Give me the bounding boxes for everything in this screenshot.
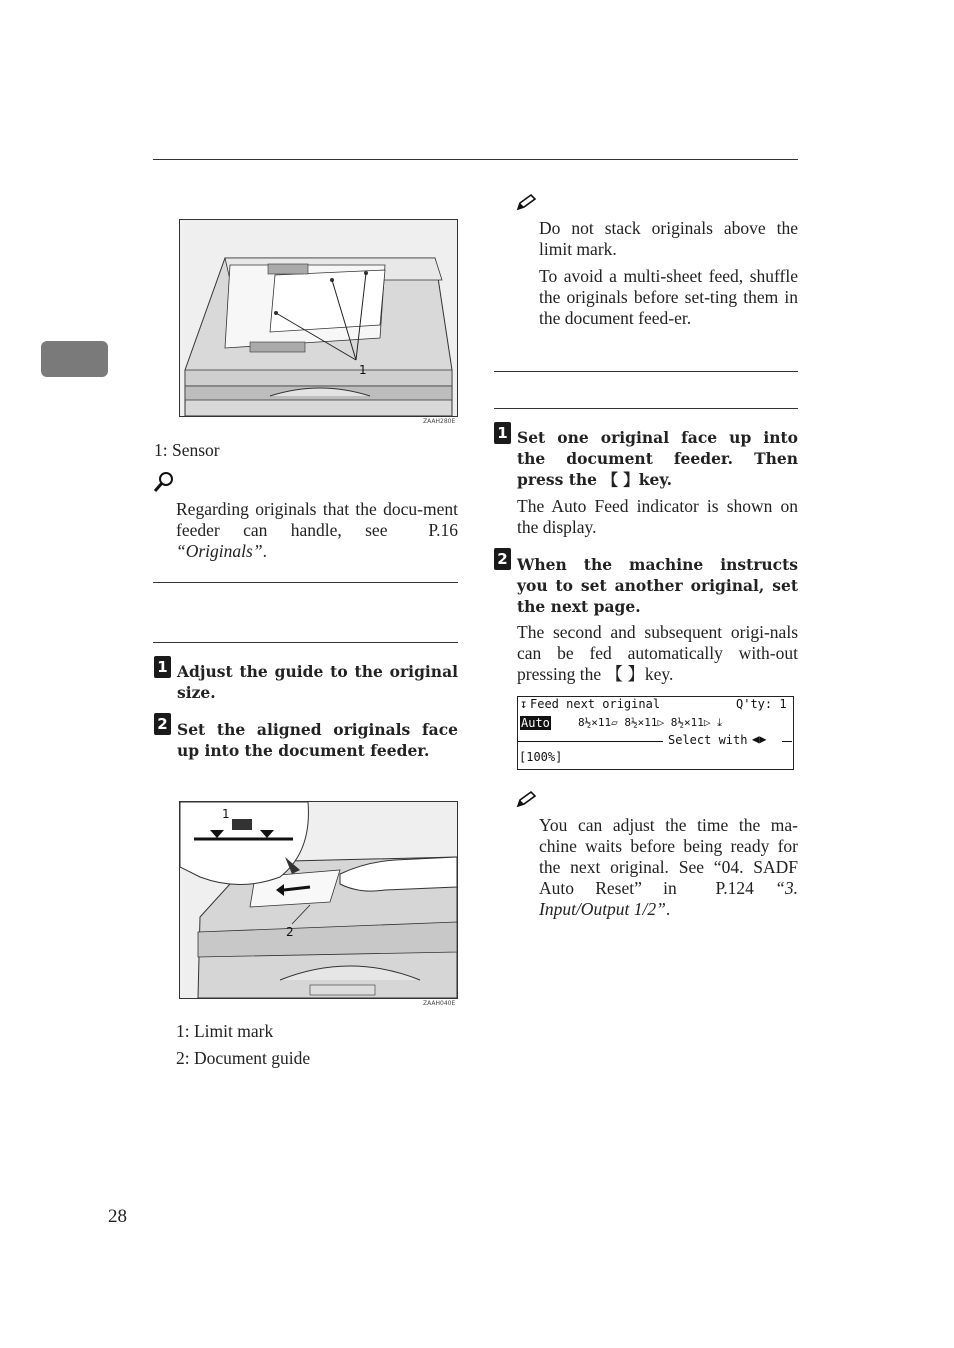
section-rule-3 bbox=[494, 371, 798, 372]
figure-limit-mark bbox=[179, 801, 458, 999]
lcd-divider-right bbox=[782, 741, 792, 742]
step-number-left-1: 1 bbox=[154, 656, 171, 678]
reference-end: . bbox=[262, 541, 267, 561]
figure1-caption: 1: Sensor bbox=[154, 440, 220, 460]
reference-link[interactable]: “Originals” bbox=[176, 541, 263, 561]
lcd-divider bbox=[518, 741, 663, 742]
figure2-code: ZAAH040E bbox=[423, 1000, 456, 1007]
lcd-display bbox=[517, 696, 794, 770]
note1-item-1: Do not stack originals above the limit mark. bbox=[539, 218, 798, 259]
lcd-arrow-icons: ◀▶ bbox=[752, 732, 767, 746]
pencil-icon-2 bbox=[516, 790, 538, 812]
note2-main: You can adjust the time the ma-chine waits before being ready for the next original. See “04. SADF Auto Reset” in bbox=[539, 815, 798, 898]
step-text-left-1: Adjust the guide to the original size. bbox=[177, 662, 458, 702]
section-rule-2 bbox=[153, 642, 458, 643]
step-text-right-2: When the machine instructs you to set another original, set the next page. bbox=[517, 555, 798, 616]
lcd-paper-sizes: 8½×11▱ 8½×11▷ 8½×11▷ ⤓ bbox=[578, 716, 722, 729]
figure2-callout-2: 2 bbox=[286, 925, 294, 939]
step-number-left-2: 2 bbox=[154, 713, 171, 735]
step-desc-right-1: The Auto Feed indicator is shown on the display. bbox=[517, 496, 798, 537]
lcd-auto-button[interactable]: Auto bbox=[521, 716, 550, 730]
lcd-select-label: Select with bbox=[668, 733, 748, 747]
arrow-ref-icon-2 bbox=[698, 878, 716, 898]
note2-end: . bbox=[665, 899, 671, 919]
page-number: 28 bbox=[108, 1206, 127, 1227]
step-text-left-2: Set the aligned originals face up into the document feeder. bbox=[177, 720, 458, 760]
reference-text bbox=[176, 499, 458, 562]
figure1-code: ZAAH280E bbox=[423, 418, 456, 425]
document-feeder-illustration bbox=[180, 220, 457, 416]
step-number-right-2: 2 bbox=[494, 548, 511, 570]
lcd-zoom: [100%] bbox=[519, 750, 563, 764]
lcd-feed-icon: ↧ bbox=[520, 697, 528, 711]
note2-page: P.124 bbox=[715, 878, 754, 898]
lcd-line1-left: Feed next original bbox=[530, 697, 661, 711]
header-rule bbox=[153, 159, 798, 160]
section-rule-4 bbox=[494, 408, 798, 409]
step-desc-right-2: The second and subsequent origi-nals can be fed automatically with-out pressing the 【 】key. bbox=[517, 622, 798, 684]
reference-page: P.16 bbox=[428, 520, 459, 540]
note2-text bbox=[539, 815, 798, 920]
figure-sensor bbox=[179, 219, 458, 417]
pencil-icon bbox=[516, 193, 538, 215]
figure2-caption-1: 1: Limit mark bbox=[176, 1021, 274, 1041]
figure1-callout: 1 bbox=[359, 363, 367, 377]
figure2-callout-1: 1 bbox=[222, 807, 230, 821]
section-rule-1 bbox=[153, 582, 458, 583]
step-number-right-1: 1 bbox=[494, 422, 511, 444]
note2-link[interactable]: “3. Input/Output 1/2” bbox=[539, 878, 799, 919]
magnifier-icon bbox=[153, 471, 175, 497]
lcd-line1-right: Q'ty: 1 bbox=[736, 697, 787, 711]
note1-item-2: To avoid a multi-sheet feed, shuffle the originals before set-ting them in the document feed-er. bbox=[539, 266, 798, 328]
reference-text-main: Regarding originals that the docu-ment feeder can handle, see bbox=[176, 499, 458, 540]
figure2-caption-2: 2: Document guide bbox=[176, 1048, 311, 1068]
step-text-right-1: Set one original face up into the document feeder. Then press the 【 】key. bbox=[517, 428, 798, 489]
limit-mark-illustration bbox=[180, 802, 457, 998]
arrow-ref-icon bbox=[411, 520, 429, 540]
chapter-tab bbox=[41, 341, 108, 377]
